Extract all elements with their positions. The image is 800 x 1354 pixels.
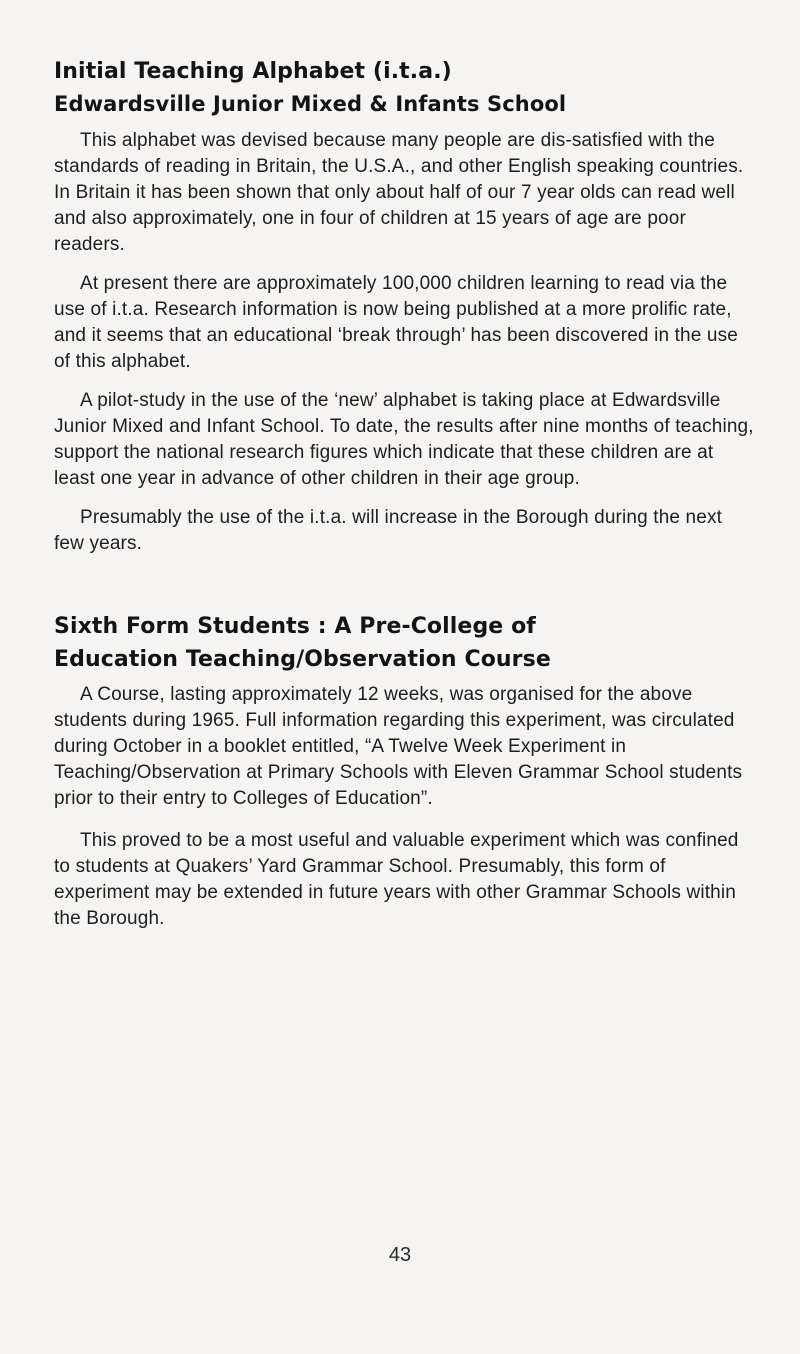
sixth-form-heading: Sixth Form Students : A Pre-College of (54, 614, 536, 639)
sixth-form-heading-line-2: Education Teaching/Observation Course (54, 647, 551, 672)
ita-section (54, 56, 756, 557)
ita-paragraph-1: This alphabet was devised because many people are dis-satisfied with the standards of reading in Britain, the U.S.A., and other English speaking countries. In Britain it has been shown that only about half of our 7 year olds can read well and also approximately, one in four of children at 15 years of age are poor readers. (54, 130, 744, 255)
ita-heading: Initial Teaching Alphabet (i.t.a.) (54, 59, 452, 84)
sixth-form-section (54, 610, 756, 932)
sixth-form-paragraph-1: A Course, lasting approximately 12 weeks, was organised for the above students during 1965. Full information regarding this experiment, was circulated during October in a booklet entitled, “A Twelve Week Experiment in Teaching/Observation at Primary Schools with Eleven Grammar School students prior to their entry to Colleges of Education”. (54, 684, 743, 809)
ita-paragraph-3: A pilot-study in the use of the ‘new’ alphabet is taking place at Edwardsville Junior Mixed and Infant School. To date, the results after nine months of teaching, support the national research figures which indicate that these children are at least one year in advance of other children in their age group. (54, 390, 754, 489)
sixth-form-paragraph-2: This proved to be a most useful and valuable experiment which was confined to students at Quakers’ Yard Grammar School. Presumably, this form of experiment may be extended in future years with other Grammar Schools within the Borough. (54, 830, 739, 929)
ita-paragraph-2: At present there are approximately 100,000 children learning to read via the use of i.t.a. Research information is now being published at a more prolific rate, and it seems that an educational ‘break through’ has been discovered in the use of this alphabet. (54, 273, 738, 372)
school-subheading: Edwardsville Junior Mixed & Infants School (54, 92, 567, 116)
ita-paragraph-4: Presumably the use of the i.t.a. will increase in the Borough during the next few years. (54, 507, 723, 554)
page-number: 43 (388, 1244, 412, 1266)
